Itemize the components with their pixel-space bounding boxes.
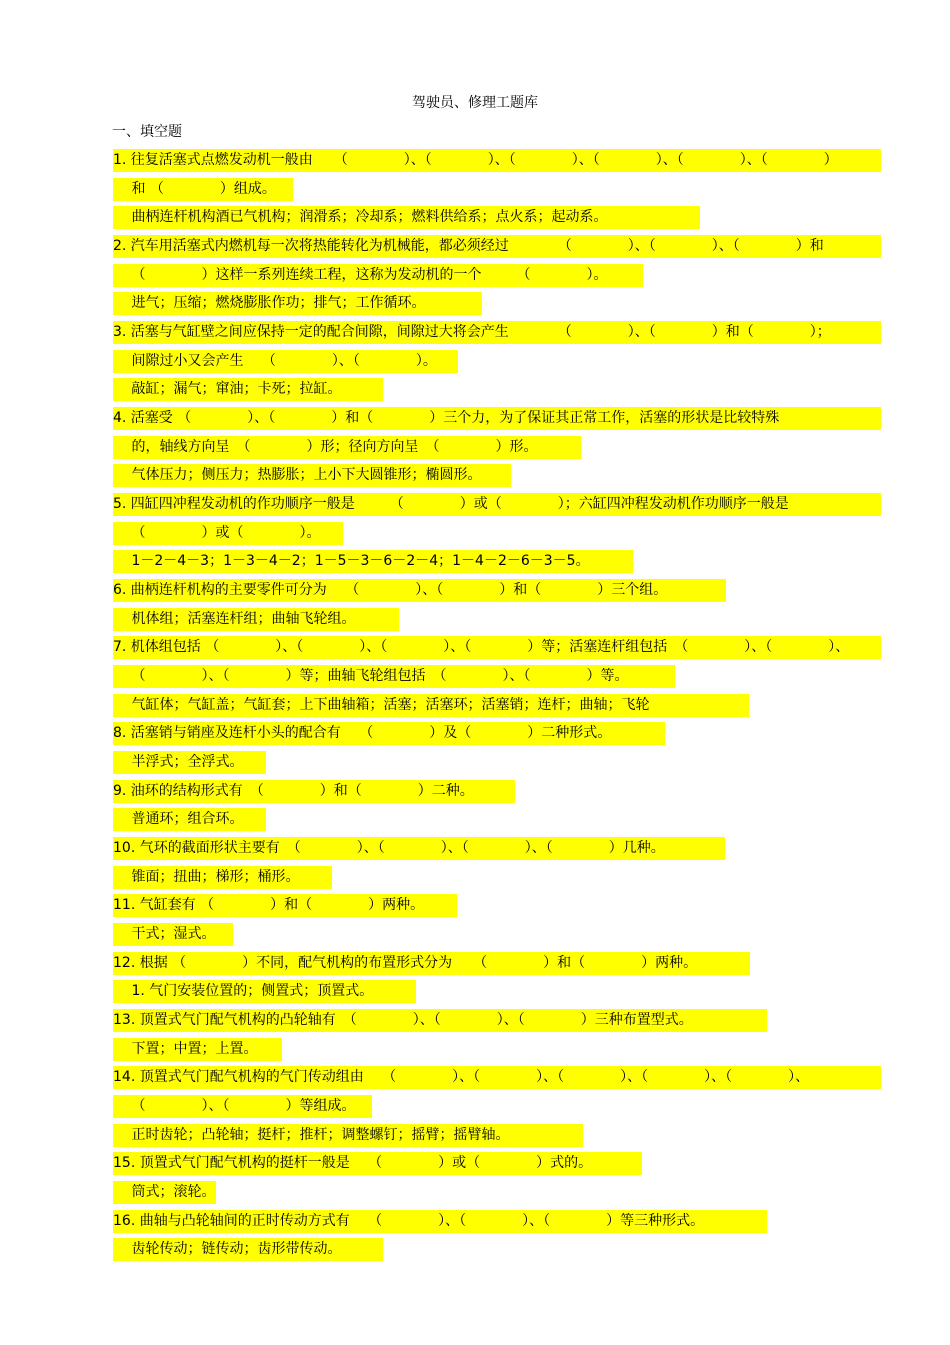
question-line: 1. 往复活塞式点燃发动机一般由 （ ）、（ ）、（ ）、（ ）、（ ）、（ ） <box>113 149 881 172</box>
question-line: （ ）、（ ）等组成。 <box>113 1095 372 1118</box>
question-line: 9. 油环的结构形式有 （ ）和（ ）二种。 <box>113 780 515 803</box>
question-line: 10. 气环的截面形状主要有 （ ）、（ ）、（ ）、（ ）几种。 <box>113 837 725 860</box>
question-line: 11. 气缸套有 （ ）和（ ）两种。 <box>113 894 457 917</box>
question-line: 的，轴线方向呈 （ ）形；径向方向呈 （ ）形。 <box>113 436 581 459</box>
question-line: 16. 曲轴与凸轮轴间的正时传动方式有 （ ）、（ ）、（ ）等三种形式。 <box>113 1210 767 1233</box>
answer-line: 齿轮传动；链传动；齿形带传动。 <box>113 1238 383 1261</box>
answer-line: 曲柄连杆机构酒已气机构；润滑系；冷却系；燃料供给系；点火系；起动系。 <box>113 206 700 229</box>
question-line: 8. 活塞销与销座及连杆小头的配合有 （ ）及（ ）二种形式。 <box>113 722 665 745</box>
question-line: 13. 顶置式气门配气机构的凸轮轴有 （ ）、（ ）、（ ）三种布置型式。 <box>113 1009 767 1032</box>
question-line: （ ）或（ ）。 <box>113 522 343 545</box>
document-title: 驾驶员、修理工题库 <box>412 95 538 111</box>
question-line: 6. 曲柄连杆机构的主要零件可分为 （ ）、（ ）和（ ）三个组。 <box>113 579 726 602</box>
question-line: （ ）这样一系列连续工程，这称为发动机的一个 （ ）。 <box>113 264 643 287</box>
question-line: 间隙过小又会产生 （ ）、（ ）。 <box>113 350 458 373</box>
question-line: 2. 汽车用活塞式内燃机每一次将热能转化为机械能，都必须经过 （ ）、（ ）、（ ）和 <box>113 235 881 258</box>
answer-line: 半浮式；全浮式。 <box>113 751 266 774</box>
answer-line: 1. 气门安装位置的；侧置式；顶置式。 <box>113 980 416 1003</box>
answer-line: 下置；中置；上置。 <box>113 1038 282 1061</box>
answer-line: 气体压力；侧压力；热膨胀；上小下大圆锥形；椭圆形。 <box>113 464 511 487</box>
answer-line: 机体组；活塞连杆组；曲轴飞轮组。 <box>113 608 399 631</box>
section-heading: 一、填空题 <box>112 124 182 140</box>
question-line: 7. 机体组包括 （ ）、（ ）、（ ）、（ ）等；活塞连杆组包括 （ ）、（ ）、 <box>113 636 881 659</box>
answer-line: 进气；压缩；燃烧膨胀作功；排气；工作循环。 <box>113 292 482 315</box>
question-line: 5. 四缸四冲程发动机的作功顺序一般是 （ ）或（ ）；六缸四冲程发动机作功顺序一般是 <box>113 493 881 516</box>
question-line: 15. 顶置式气门配气机构的挺杆一般是 （ ）或（ ）式的。 <box>113 1152 642 1175</box>
question-line: 3. 活塞与气缸壁之间应保持一定的配合间隙，间隙过大将会产生 （ ）、（ ）和（ ）； <box>113 321 881 344</box>
answer-line: 正时齿轮；凸轮轴；挺杆；推杆；调整螺钉；摇臂；摇臂轴。 <box>113 1124 583 1147</box>
answer-line: 气缸体；气缸盖；气缸套；上下曲轴箱；活塞；活塞环；活塞销；连杆；曲轴；飞轮 <box>113 694 749 717</box>
question-line: 12. 根据 （ ）不同，配气机构的布置形式分为 （ ）和（ ）两种。 <box>113 952 750 975</box>
answer-line: 干式；湿式。 <box>113 923 233 946</box>
answer-line: 锥面；扭曲；梯形；桶形。 <box>113 866 332 889</box>
answer-line: 1－2－4－3；1－3－4－2；1－5－3－6－2－4；1－4－2－6－3－5。 <box>113 550 633 573</box>
answer-line: 敲缸；漏气；窜油；卡死；拉缸。 <box>113 378 383 401</box>
question-line: 14. 顶置式气门配气机构的气门传动组由 （ ）、（ ）、（ ）、（ ）、（ ）、 <box>113 1066 881 1089</box>
answer-line: 筒式；滚轮。 <box>113 1181 216 1204</box>
answer-line: 普通环；组合环。 <box>113 808 266 831</box>
question-line: 和 （ ）组成。 <box>113 178 293 201</box>
question-line: （ ）、（ ）等；曲轴飞轮组包括 （ ）、（ ）等。 <box>113 665 675 688</box>
question-line: 4. 活塞受 （ ）、（ ）和（ ）三个力，为了保证其正常工作，活塞的形状是比较特殊 <box>113 407 881 430</box>
